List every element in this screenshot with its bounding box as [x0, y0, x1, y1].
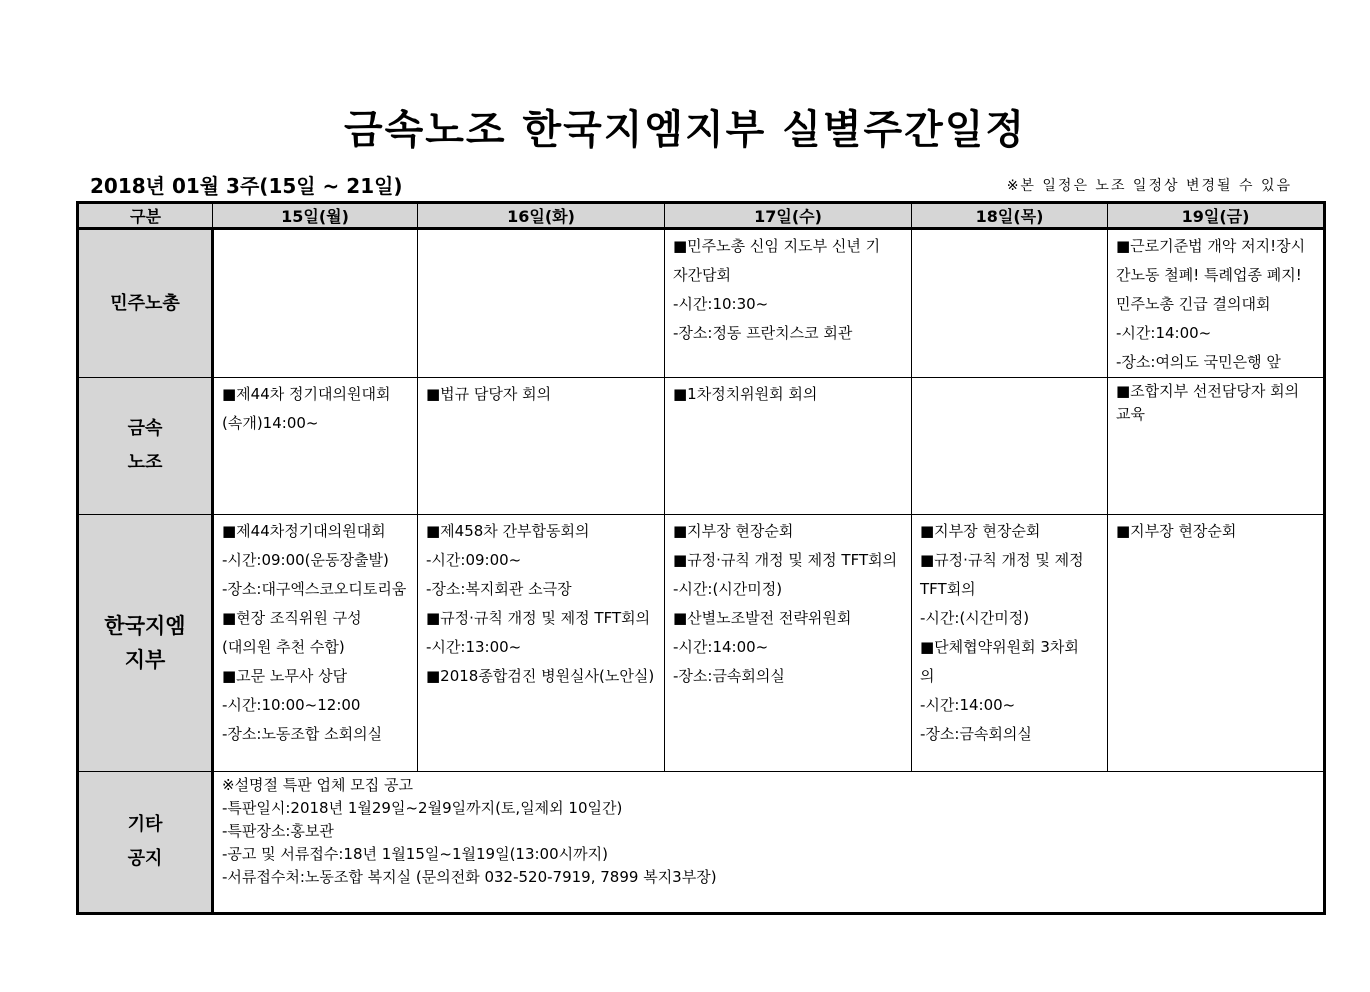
schedule-line: ■규정·규칙 개정 및 제정 TFT회의: [673, 551, 898, 569]
cell-content: [418, 230, 664, 232]
cell-minju-thu: [912, 229, 1108, 378]
schedule-line: -시간:14:00~: [673, 638, 769, 656]
header-day-tue: 16일(화): [418, 203, 665, 229]
cell-minju-tue: [418, 229, 665, 378]
header-day-fri: 19일(금): [1108, 203, 1325, 229]
row-label-etc: [78, 772, 213, 914]
notice-line: -공고 및 서류접수:18년 1월15일~1월19일(13:00시까지): [222, 845, 608, 863]
cell-metal-thu: [912, 378, 1108, 515]
cell-content: [1108, 230, 1323, 377]
notice-line: ※설명절 특판 업체 모집 공고: [222, 776, 414, 794]
row-label-line: 기타: [127, 814, 163, 835]
row-label-line: 민주노총: [110, 292, 180, 314]
cell-minju-mon: [213, 229, 418, 378]
schedule-line: -장소:여의도 국민은행 앞: [1116, 353, 1281, 371]
cell-content: [665, 230, 911, 348]
notice-lines: [214, 772, 1323, 889]
cell-metal-mon: [213, 378, 418, 515]
schedule-line: -시간:09:00(운동장출발): [222, 551, 389, 569]
cell-content: [912, 230, 1107, 232]
schedule-line: -장소:복지회관 소극장: [426, 580, 572, 598]
row-minju: [78, 229, 1325, 378]
weekly-schedule-table: [76, 201, 1326, 915]
notice-line: -특판장소:홍보관: [222, 822, 334, 840]
notice-line: -특판일시:2018년 1월29일~2월9일까지(토,일제외 10일간): [222, 799, 623, 817]
schedule-line: -장소:금속회의실: [920, 725, 1032, 743]
schedule-line: 민주노총 긴급 결의대회: [1116, 295, 1271, 313]
schedule-line: ■단체협약위원회 3차회: [920, 638, 1079, 656]
schedule-line: ■제44차 정기대의원대회: [222, 385, 391, 403]
row-label-line: 공지: [127, 848, 163, 869]
cell-content: [912, 515, 1107, 749]
schedule-line: 교육: [1116, 405, 1145, 423]
cell-gm-fri: [1108, 515, 1325, 772]
row-label-line: 금속: [127, 418, 163, 439]
cell-content: [665, 378, 911, 409]
row-label-metal: [78, 378, 213, 515]
header-category: 구분: [78, 203, 213, 229]
schedule-line: ■산별노조발전 전략위원회: [673, 609, 852, 627]
schedule-line: -시간:(시간미정): [920, 609, 1030, 627]
schedule-line: -장소:노동조합 소회의실: [222, 725, 383, 743]
row-label-line: 지부: [124, 648, 166, 672]
schedule-line: ■규정·규칙 개정 및 제정: [920, 551, 1084, 569]
schedule-line: -시간:14:00~: [920, 696, 1016, 714]
schedule-line: ■1차정치위원회 회의: [673, 385, 818, 403]
schedule-line: ■지부장 현장순회: [1116, 522, 1237, 540]
schedule-line: TFT회의: [920, 580, 976, 598]
schedule-line: ■지부장 현장순회: [920, 522, 1041, 540]
cell-content: [665, 515, 911, 691]
page-title: 금속노조 한국지엠지부 실별주간일정: [343, 107, 1027, 153]
header-day-mon: 15일(월): [213, 203, 418, 229]
schedule-line: ■조합지부 선전담당자 회의: [1116, 382, 1300, 400]
schedule-line: (대의원 추천 수합): [222, 638, 345, 656]
schedule-line: ■제458차 간부합동회의: [426, 522, 590, 540]
row-label-line: 노조: [127, 452, 163, 473]
header-day-thu: 18일(목): [912, 203, 1108, 229]
schedule-line: ■근로기준법 개악 저지!장시: [1116, 237, 1306, 255]
schedule-line: -시간:09:00~: [426, 551, 522, 569]
schedule-notice: ※본 일정은 노조 일정상 변경될 수 있음: [1006, 178, 1292, 194]
schedule-line: (속개)14:00~: [222, 414, 319, 432]
cell-content: [418, 515, 664, 691]
schedule-line: ■법규 담당자 회의: [426, 385, 552, 403]
cell-minju-fri: [1108, 229, 1325, 378]
cell-content: [214, 378, 417, 438]
row-label-minju: [78, 229, 213, 378]
schedule-line: 의: [920, 667, 935, 685]
schedule-line: ■고문 노무사 상담: [222, 667, 348, 685]
schedule-line: -시간:14:00~: [1116, 324, 1212, 342]
cell-gm-wed: [665, 515, 912, 772]
cell-content: [1108, 515, 1323, 546]
schedule-line: -장소:금속회의실: [673, 667, 785, 685]
cell-minju-wed: [665, 229, 912, 378]
header-day-wed: 17일(수): [665, 203, 912, 229]
schedule-line: 간노동 철폐! 특례업종 폐지!: [1116, 266, 1302, 284]
schedule-line: ■지부장 현장순회: [673, 522, 794, 540]
schedule-line: ■민주노총 신임 지도부 신년 기: [673, 237, 881, 255]
week-range: 2018년 01월 3주(15일 ~ 21일): [90, 174, 403, 198]
cell-content: [912, 378, 1107, 380]
schedule-line: 자간담회: [673, 266, 731, 284]
cell-gm-thu: [912, 515, 1108, 772]
cell-content: [418, 378, 664, 409]
cell-metal-fri: [1108, 378, 1325, 515]
cell-etc-notice: [213, 772, 1325, 914]
row-gm: [78, 515, 1325, 772]
schedule-line: ■제44차정기대의원대회: [222, 522, 386, 540]
schedule-line: -시간:10:00~12:00: [222, 696, 361, 714]
row-etc: [78, 772, 1325, 914]
cell-gm-mon: [213, 515, 418, 772]
schedule-line: -장소:대구엑스코오디토리움: [222, 580, 407, 598]
schedule-line: -시간:(시간미정): [673, 580, 783, 598]
notice-line: -서류접수처:노동조합 복지실 (문의전화 032-520-7919, 7899 복지3부장): [222, 868, 717, 886]
row-label-gm: [78, 515, 213, 772]
cell-metal-wed: [665, 378, 912, 515]
schedule-line: -시간:10:30~: [673, 295, 769, 313]
cell-content: [214, 230, 417, 232]
schedule-line: ■2018종합검진 병원실사(노안실): [426, 667, 655, 685]
schedule-line: -장소:정동 프란치스코 회관: [673, 324, 853, 342]
header-row: [78, 203, 1325, 229]
schedule-line: ■현장 조직위원 구성: [222, 609, 362, 627]
cell-metal-tue: [418, 378, 665, 515]
cell-gm-tue: [418, 515, 665, 772]
row-label-line: 한국지엠: [104, 614, 186, 638]
cell-content: [1108, 378, 1323, 426]
schedule-line: ■규정·규칙 개정 및 제정 TFT회의: [426, 609, 651, 627]
cell-content: [214, 515, 417, 749]
schedule-line: -시간:13:00~: [426, 638, 522, 656]
row-metal: [78, 378, 1325, 515]
